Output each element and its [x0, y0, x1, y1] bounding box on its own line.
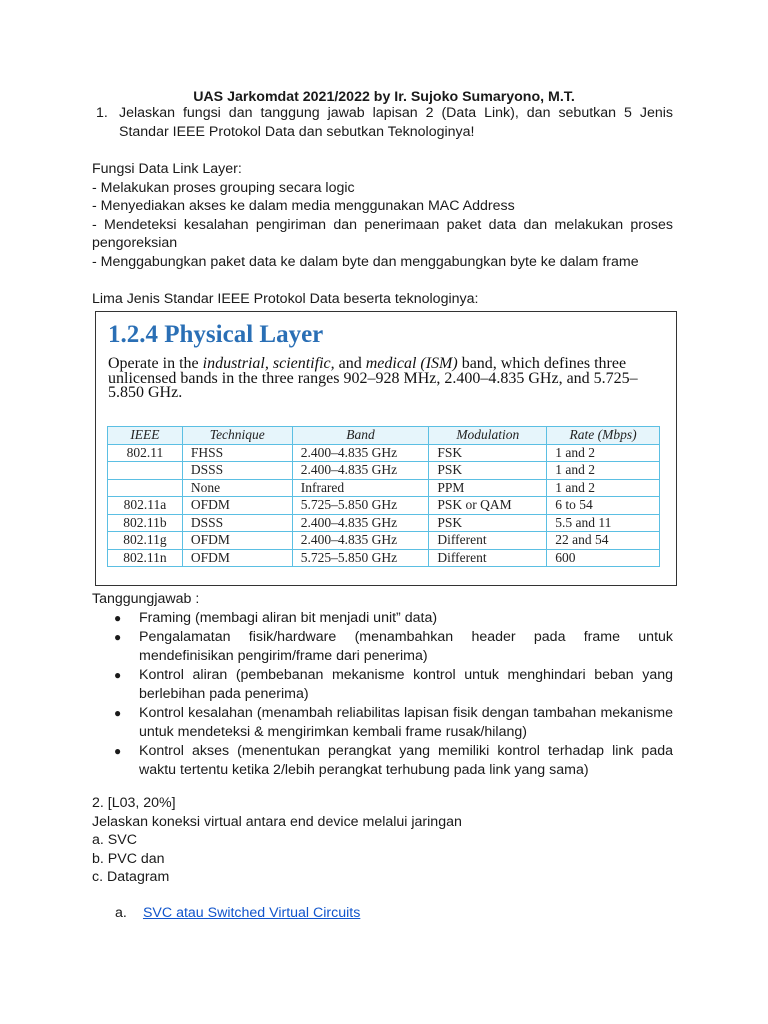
table-cell: 2.400–4.835 GHz [292, 462, 429, 480]
table-cell: 1 and 2 [547, 462, 660, 480]
table-cell [108, 462, 183, 480]
column-header: IEEE [108, 427, 183, 445]
table-cell: PSK [429, 462, 547, 480]
list-item [92, 628, 673, 665]
fungsi-heading: Fungsi Data Link Layer: [92, 161, 242, 177]
table-cell: 5.725–5.850 GHz [292, 549, 429, 567]
list-item [92, 742, 673, 779]
table-cell: 2.400–4.835 GHz [292, 532, 429, 550]
bullet-icon: ● [114, 630, 122, 644]
question-2 [92, 794, 673, 887]
list-item-text: Framing (membagi aliran bit menjadi unit” data) [139, 609, 438, 626]
table-header-row [108, 427, 660, 445]
lima-heading: Lima Jenis Standar IEEE Protokol Data beserta teknologinya: [92, 291, 479, 307]
table-cell: Different [429, 532, 547, 550]
table-row [108, 462, 660, 480]
question-1-number: 1. [96, 105, 108, 121]
table-cell: 802.11g [108, 532, 183, 550]
document-title: UAS Jarkomdat 2021/2022 by Ir. Sujoko Sumaryono, M.T. [193, 89, 575, 105]
list-item [92, 704, 673, 741]
table-cell: 5.5 and 11 [547, 514, 660, 532]
table-cell: PPM [429, 479, 547, 497]
figure-title: 1.2.4 Physical Layer [108, 321, 324, 348]
table-cell: 2.400–4.835 GHz [292, 514, 429, 532]
table-cell: DSSS [182, 514, 292, 532]
question-1-text: Jelaskan fungsi dan tanggung jawab lapisan 2 (Data Link), dan sebutkan 5 Jenis Standar IEEE Protokol Data dan sebutkan Teknologinya! [119, 105, 673, 140]
list-item [92, 666, 673, 703]
table-row [108, 514, 660, 532]
table-cell: 802.11a [108, 497, 183, 515]
table-cell: Different [429, 549, 547, 567]
column-header: Rate (Mbps) [547, 427, 660, 445]
table-cell: 2.400–4.835 GHz [292, 444, 429, 462]
question-2-option: c. Datagram [92, 869, 170, 885]
tanggungjawab-heading: Tanggungjawab : [92, 591, 200, 607]
table-cell: PSK [429, 514, 547, 532]
physical-layer-figure [95, 311, 677, 586]
table-cell: 6 to 54 [547, 497, 660, 515]
table-cell: 22 and 54 [547, 532, 660, 550]
list-item-text: Pengalamatan fisik/hardware (menambahkan header pada frame untuk mendefinisikan pengirim/frame dari penerima) [139, 629, 673, 664]
table-cell: 600 [547, 549, 660, 567]
question-2-text: Jelaskan koneksi virtual antara end device melalui jaringan [92, 813, 462, 830]
list-item-text: Kontrol kesalahan (menambah reliabilitas lapisan fisik dengan tambahan mekanisme untuk mendeteksi & mengirimkan kembali frame rusak/hilang) [139, 705, 673, 740]
table-cell: OFDM [182, 532, 292, 550]
table-cell: 802.11n [108, 549, 183, 567]
table-cell: Infrared [292, 479, 429, 497]
fungsi-item: - Menggabungkan paket data ke dalam byte dan menggabungkan byte ke dalam frame [92, 253, 639, 270]
table-cell: PSK or QAM [429, 497, 547, 515]
bullet-icon: ● [114, 706, 122, 720]
answer-a [115, 904, 360, 923]
table-cell: None [182, 479, 292, 497]
table-cell: DSSS [182, 462, 292, 480]
table-cell [108, 479, 183, 497]
column-header: Modulation [429, 427, 547, 445]
list-item-text: Kontrol aliran (pembebanan mekanisme kontrol untuk menghindari beban yang berlebihan pada penerima) [139, 667, 673, 702]
fungsi-section [92, 160, 673, 271]
table-row [108, 497, 660, 515]
table-cell: FHSS [182, 444, 292, 462]
table-row [108, 549, 660, 567]
table-cell: OFDM [182, 549, 292, 567]
table-cell: OFDM [182, 497, 292, 515]
fungsi-item: - Mendeteksi kesalahan pengiriman dan penerimaan paket data dan melakukan proses [92, 216, 673, 233]
table-cell: 1 and 2 [547, 479, 660, 497]
column-header: Band [292, 427, 429, 445]
svc-link[interactable]: SVC atau Switched Virtual Circuits [142, 905, 361, 921]
table-cell: FSK [429, 444, 547, 462]
bullet-icon: ● [114, 744, 122, 758]
question-2-option: a. SVC [92, 832, 137, 848]
list-item-text: Kontrol akses (menentukan perangkat yang memiliki kontrol terhadap link pada waktu tertentu ketika 2/lebih perangkat terhubung pada link yang sama) [139, 743, 673, 778]
tanggungjawab-section [92, 590, 673, 780]
table-cell: 5.725–5.850 GHz [292, 497, 429, 515]
question-1 [92, 104, 673, 141]
ieee-standards-table [107, 426, 660, 567]
fungsi-item-continuation: pengoreksian [92, 235, 178, 251]
list-item [92, 609, 673, 628]
table-row [108, 479, 660, 497]
table-cell: 802.11 [108, 444, 183, 462]
table-cell: 1 and 2 [547, 444, 660, 462]
bullet-icon: ● [114, 610, 122, 625]
column-header: Technique [182, 427, 292, 445]
table-row [108, 532, 660, 550]
fungsi-item: - Melakukan proses grouping secara logic [92, 179, 355, 196]
question-2-option: b. PVC dan [92, 850, 165, 867]
table-cell: 802.11b [108, 514, 183, 532]
bullet-icon: ● [114, 668, 122, 682]
question-2-header: 2. [L03, 20%] [92, 795, 176, 811]
fungsi-item: - Menyediakan akses ke dalam media menggunakan MAC Address [92, 198, 515, 214]
answer-a-label: a. [115, 905, 127, 921]
table-row [108, 444, 660, 462]
figure-description: Operate in the industrial, scientific, and medical (ISM) band, which defines three unlicensed bands in the three ranges 902–928 MHz, 2.400–4.835 GHz, and 5.725–5.850 GHz. [108, 355, 638, 401]
